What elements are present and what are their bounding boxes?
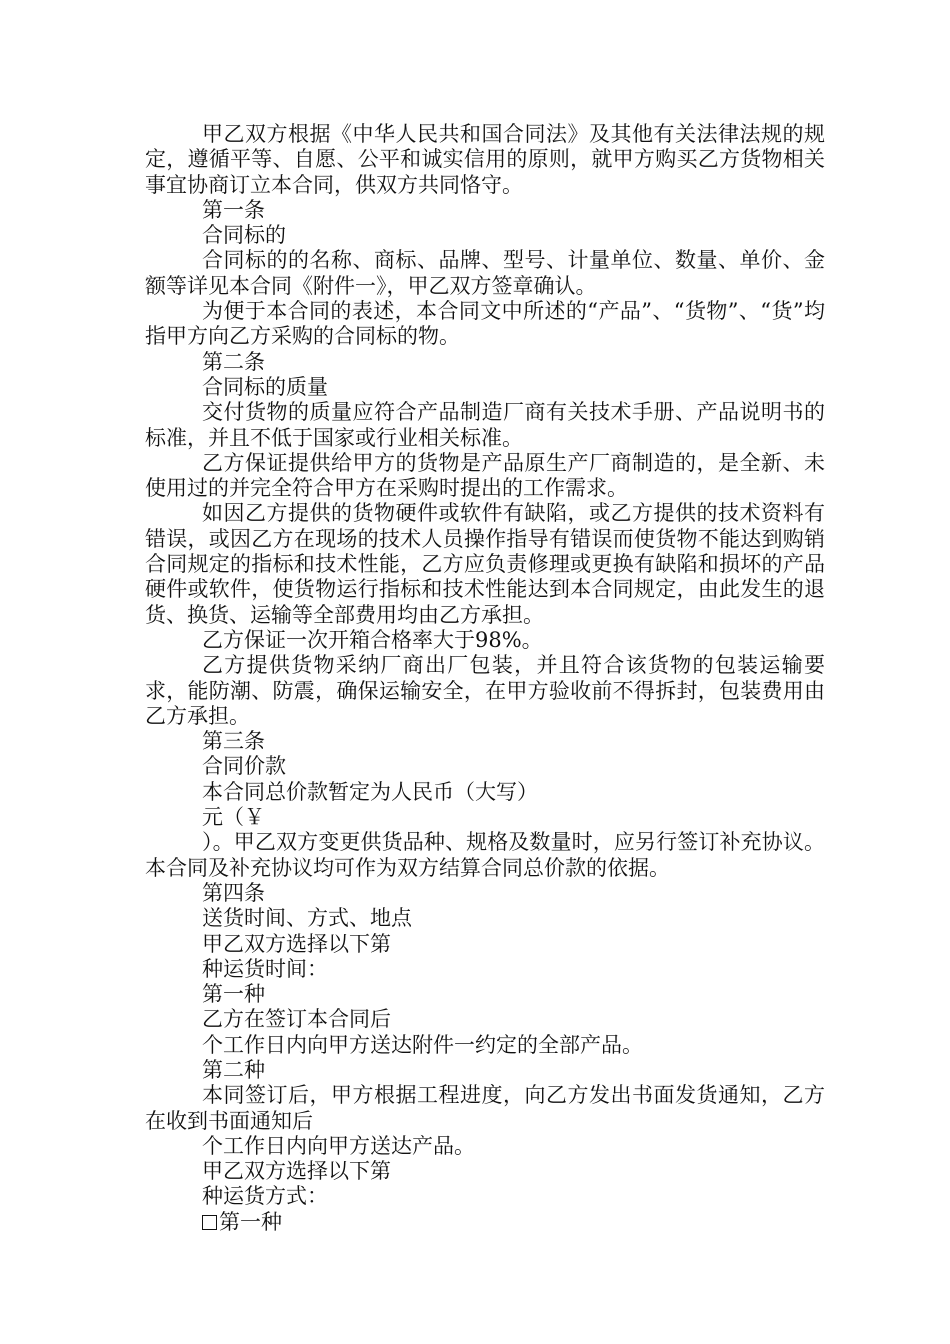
article-2-number: 第二条 [202,349,265,374]
article-4-number: 第四条 [202,880,265,905]
paragraph: 本合同总价款暂定为人民币（大写） [202,779,538,804]
option-heading: 第一种 [202,982,265,1007]
paragraph: 种运货时间： [202,956,328,981]
paragraph: 甲乙双方选择以下第 [202,1159,391,1184]
contract-document [145,122,825,1235]
checkbox-icon[interactable] [202,1215,217,1230]
article-1-title: 合同标的 [202,223,286,248]
article-1-number: 第一条 [202,197,265,222]
paragraph: 元（￥ [202,805,265,830]
article-2-title: 合同标的质量 [202,374,328,399]
paragraph: 如因乙方提供的货物硬件或软件有缺陷，或乙方提供的技术资料有错误，或因乙方在现场的技术人员操作指导有错误而使货物不能达到购销合同规定的指标和技术性能，乙方应负责修理或更换有缺陷和损坏的产品硬件或软件，使货物运行指标和技术性能达到本合同规定，由此发生的退货、换货、运输等全部费用均由乙方承担。 [145,501,825,627]
paragraph: 交付货物的质量应符合产品制造厂商有关技术手册、产品说明书的标准，并且不低于国家或行业相关标准。 [145,400,825,450]
article-3-title: 合同价款 [202,754,286,779]
paragraph: 乙方提供货物采纳厂商出厂包装，并且符合该货物的包装运输要求，能防潮、防震，确保运输安全，在甲方验收前不得拆封，包装费用由乙方承担。 [145,653,825,728]
paragraph: 乙方保证一次开箱合格率大于98%。 [202,627,543,652]
paragraph-preamble: 甲乙双方根据《中华人民共和国合同法》及其他有关法律法规的规定，遵循平等、自愿、公平和诚实信用的原则，就甲方购买乙方货物相关事宜协商订立本合同，供双方共同恪守。 [145,122,825,197]
paragraph: 合同标的的名称、商标、品牌、型号、计量单位、数量、单价、金额等详见本合同《附件一》，甲乙双方签章确认。 [145,248,825,298]
article-3-number: 第三条 [202,729,265,754]
paragraph: 甲乙双方选择以下第 [202,931,391,956]
paragraph: 为便于本合同的表述，本合同文中所述的“产品”、“货物”、“货”均指甲方向乙方采购的合同标的物。 [145,299,825,349]
article-4-title: 送货时间、方式、地点 [202,906,412,931]
paragraph: 个工作日内向甲方送达附件一约定的全部产品。 [202,1032,643,1057]
checkbox-option-label: 第一种 [219,1209,282,1234]
paragraph: ）。甲乙双方变更供货品种、规格及数量时，应另行签订补充协议。本合同及补充协议均可作为双方结算合同总价款的依据。 [145,830,825,880]
paragraph: 个工作日内向甲方送达产品。 [202,1133,475,1158]
paragraph: 种运货方式： [202,1184,328,1209]
option-heading: 第二种 [202,1057,265,1082]
paragraph: 乙方保证提供给甲方的货物是产品原生产厂商制造的，是全新、未使用过的并完全符合甲方在采购时提出的工作需求。 [145,450,825,501]
paragraph: 乙方在签订本合同后 [202,1007,391,1032]
checkbox-option [145,1210,825,1235]
paragraph: 本同签订后，甲方根据工程进度，向乙方发出书面发货通知，乙方在收到书面通知后 [145,1083,825,1133]
